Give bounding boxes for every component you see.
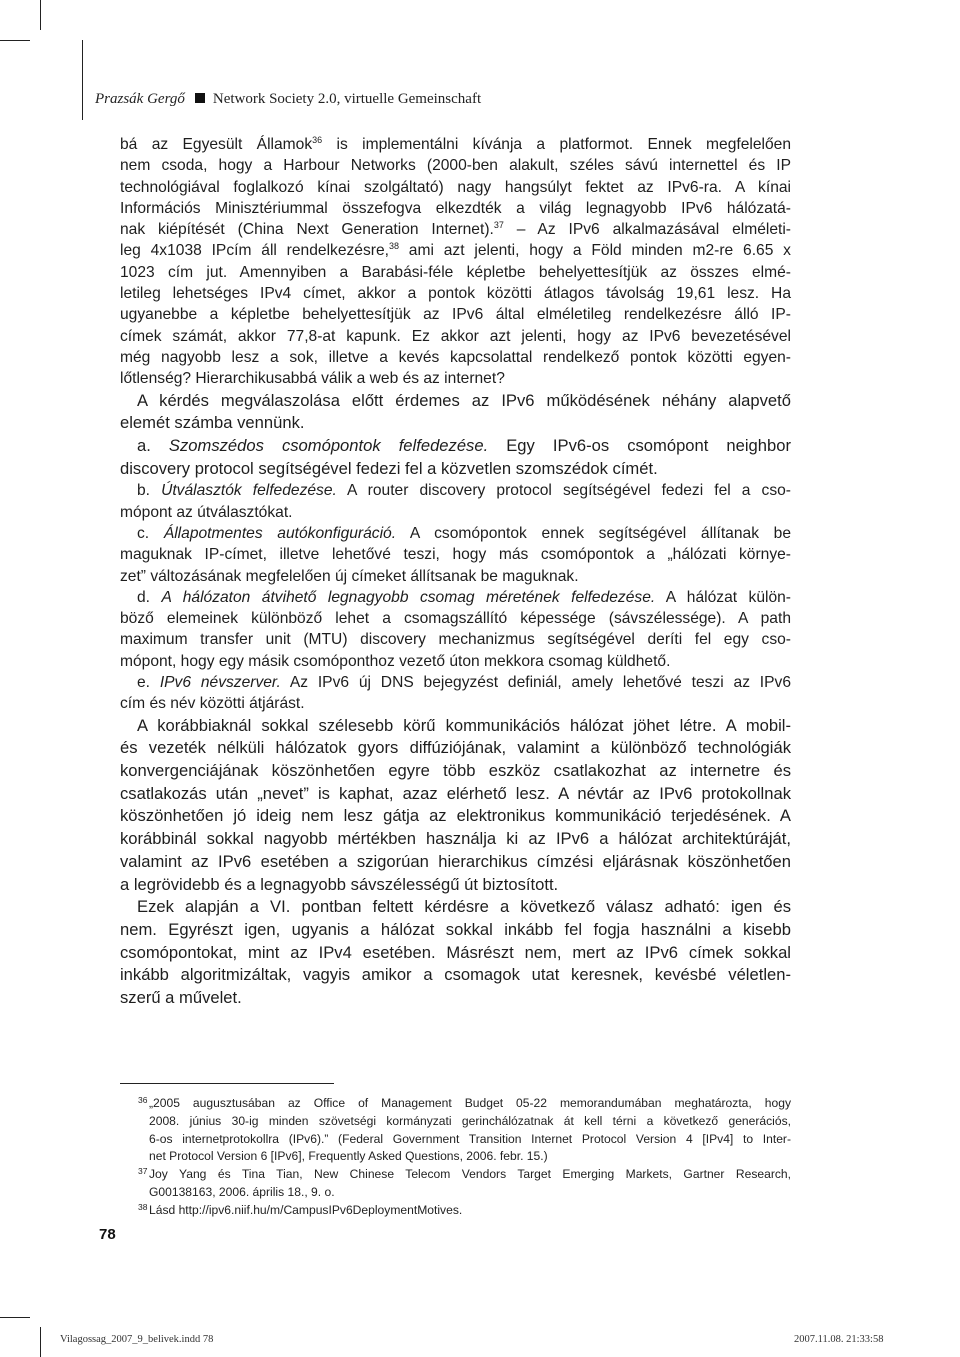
text-line: bá az Egyesült Államok$^{36}$ is implementálni kívánja a platformot. Ennek megfelelően	[120, 135, 791, 153]
list-item-b: b. Útválasztók felfedezése. A router discovery protocol segítségével fedezi fel a cso-	[137, 482, 791, 500]
text-line: köszönhetően jó ideig nem lesz gátja az elektronikus kommunikáció terjedésének. A	[120, 806, 791, 826]
footnote-number: 38	[138, 1201, 148, 1212]
text-line: a legrövidebb és a legnagyobb sávszélességű út biztosított.	[120, 874, 559, 894]
list-item-c: c. Állapotmentes autókonfiguráció. A csomópontok ennek segítségével állítanak be	[137, 524, 792, 542]
body-text	[120, 134, 791, 1010]
list-item-title: Állapotmentes autókonfiguráció.	[163, 524, 397, 542]
text-line: discovery protocol segítségével fedezi fel a közvetlen szomszédok címét.	[120, 458, 658, 478]
text-line: technológiával foglalkozó kínai szolgáltató) nagy hangsúlyt fektet az IPv6-ra. A kínai	[120, 178, 791, 196]
text-line: valamint az IPv6 esetében a szigorúan hierarchikus címzési eljárásnak köszönhetően	[120, 851, 791, 871]
text-line: mópont az útválasztókat.	[120, 503, 293, 521]
footnote-line: 6-os internetprotokollra (IPv6).” (Federal Government Transition Internet Protocol Version 4 [IPv4] to Inter-	[149, 1131, 791, 1146]
text-line: cím és név közötti átjárást.	[120, 695, 305, 713]
slug-datetime: 2007.11.08. 21:33:58	[794, 1334, 884, 1345]
crop-mark	[0, 1317, 30, 1318]
text-line: nem csoda, hogy a Harbour Networks (2000-ben alakult, széles sávú internettel és IP	[120, 157, 791, 175]
text-line: mópont, hogy egy másik csomóponthoz vezető úton mekkora csomag küldhető.	[120, 652, 671, 670]
footnote-line: Lásd http://ipv6.niif.hu/m/CampusIPv6DeploymentMotives.	[149, 1202, 463, 1217]
footnote-38	[138, 1202, 791, 1220]
list-item-title: IPv6 névszerver.	[159, 674, 281, 692]
footnote-line: net Protocol Version 6 [IPv6], Frequently Asked Questions, 2006. febr. 15.)	[149, 1149, 548, 1164]
text-line: csomópontokat, mint az IPv4 esetében. Másrészt nem, mert az IPv6 címek sokkal	[120, 942, 791, 962]
header-author: Prazsák Gergő	[95, 91, 185, 107]
list-item-e: e. IPv6 névszerver. Az IPv6 új DNS bejegyzést definiál, amely lehetővé teszi az IPv6	[137, 674, 792, 692]
text-line: Információs Minisztériummal összefogva elkezdték a világ legnagyobb IPv6 hálózatá-	[120, 199, 791, 217]
text-line: csatlakozás után „nevet” is kaphat, azaz elérhető lesz. A névtár az IPv6 protokollnak	[120, 783, 791, 803]
text-line: konvergenciájának köszönhetően egyre több eszköz csatlakozhat az internetre és	[120, 761, 791, 781]
text-line: nem. Egyrészt igen, ugyanis a hálózat sokkal inkább fel fogja használni a kisebb	[120, 919, 791, 939]
footnote-36	[138, 1095, 791, 1166]
crop-mark	[0, 40, 30, 41]
footnote-line: Joy Yang és Tina Tian, New Chinese Telecom Vendors Target Emerging Markets, Gartner Research,	[149, 1167, 791, 1182]
footnote-ref: 38	[388, 241, 399, 252]
footnote-line: „2005 augusztusában az Office of Management Budget 05-22 memorandumában meghatározta, hogy	[149, 1096, 791, 1110]
text-line: böző elemeinek különböző lehet a csomagszállító képessége (sávszélessége). A path	[120, 610, 791, 628]
crop-mark	[40, 0, 41, 30]
text-line: inkább algoritmizáltak, vagyis amikor a csomagok utat keresnek, kevésbé véletlen-	[120, 965, 791, 985]
footnote-ref: 36	[312, 135, 323, 145]
text-line: szerű a művelet.	[120, 988, 242, 1008]
text-line: letileg lehetséges IPv4 címet, akkor a pontok közötti átlagos távolság 19,61 lesz. Ha	[120, 285, 791, 303]
footnote-line: 2008. június 30-ig minden szövetségi kormányzati gerinchálózatnak át kell térni a következő generációs,	[149, 1113, 791, 1128]
header-rule	[82, 40, 83, 120]
text-line: leg 4x1038 IPcím áll rendelkezésre,$^{38}$ ami azt jelenti, hogy a Föld minden m2-re 6.65 x	[120, 241, 791, 260]
list-item-title: Útválasztók felfedezése.	[161, 482, 337, 500]
text-line: és vezeték nélküli hálózatok gyors diffúziójának, valamint a különböző technológiák	[120, 738, 791, 758]
page-number: 78	[99, 1226, 116, 1243]
list-item-title: Szomszédos csomópontok felfedezése.	[168, 435, 489, 455]
footnotes	[138, 1095, 791, 1220]
square-bullet-icon	[195, 93, 205, 103]
text-line: nak kiépítését (China Next Generation Internet).$^{37}$ – Az IPv6 alkalmazásával elméleti-	[120, 220, 791, 239]
footnote-line: G00138163, 2006. április 18., 9. o.	[149, 1184, 335, 1199]
text-line: lőtlenség? Hierarchikusabbá válik a web és az internet?	[120, 370, 505, 388]
list-item-d: d. A hálózaton átvihető legnagyobb csomag méretének felfedezése. A hálózat külön-	[137, 588, 791, 606]
footnote-ref: 37	[493, 220, 504, 231]
slug-file: Vilagossag_2007_9_belivek.indd 78	[60, 1334, 214, 1345]
footnote-rule	[120, 1083, 334, 1084]
footnote-number: 36	[138, 1095, 148, 1105]
footnote-number: 37	[138, 1166, 148, 1177]
crop-mark	[40, 1327, 41, 1357]
text-line: címek számát, akkor 77,8-at kapunk. Ez akkor azt jelenti, hogy az IPv6 bevezetésével	[120, 327, 791, 345]
text-line: A korábbiaknál sokkal szélesebb körű kommunikációs hálózat jöhet létre. A mobil-	[137, 715, 791, 735]
text-line: 1023 cím jut. Amennyiben a Barabási-féle képletbe behelyettesítjük az összes elmé-	[120, 263, 791, 281]
text-line: még nagyobb lesz a sok, illetve a kevés kapcsolattal rendelkező pontok közötti egyen-	[120, 348, 791, 366]
list-item-a: a. Szomszédos csomópontok felfedezése. Egy IPv6-os csomópont neighbor	[137, 435, 791, 455]
text-line: A kérdés megválaszolása előtt érdemes az IPv6 működésének néhány alapvető	[137, 390, 791, 410]
text-line: maguknak IP-címet, illetve lehetővé teszi, hogy más csomópontok a „hálózati környe-	[120, 546, 791, 564]
text-line: korábbinál sokkal nagyobb mértékben használja ki az IPv6 a hálózat architektúráját,	[120, 829, 791, 849]
text-line: zet” változásának megfelelően új címeket állítsanak be maguknak.	[120, 567, 579, 585]
list-item-title: A hálózaton átvihető legnagyobb csomag méretének felfedezése.	[161, 588, 656, 606]
header-title: Network Society 2.0, virtuelle Gemeinschaft	[212, 91, 482, 107]
text-line: elemét számba vennünk.	[120, 413, 305, 433]
text-line: maximum transfer unit (MTU) discovery mechanizmus segítségével deríti fel egy cso-	[120, 631, 791, 649]
text-line: ugyanebbe a képletbe behelyettesítjük az IPv6 által elméletileg rendelkezésre álló IP-	[120, 306, 791, 324]
text-line: Ezek alapján a VI. pontban feltett kérdésre a következő válasz adható: igen és	[137, 897, 791, 917]
footnote-37	[138, 1166, 791, 1202]
running-header	[95, 91, 481, 108]
